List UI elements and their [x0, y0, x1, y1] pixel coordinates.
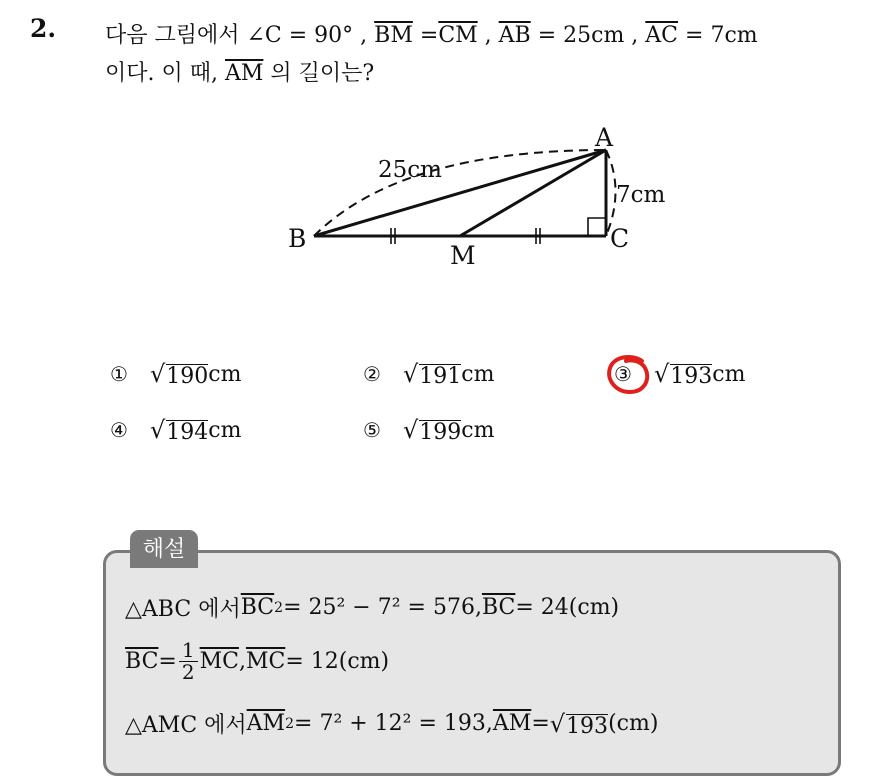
question-text-line2: [105, 56, 374, 87]
segment-am: $\overline{AM}$: [492, 711, 532, 736]
ac-length: = 7cm: [678, 23, 758, 48]
choice-1[interactable]: [110, 360, 241, 388]
sqrt-expression: √ 190: [150, 360, 209, 389]
segment-bm: $\overline{BM}$: [374, 23, 413, 48]
choice-4[interactable]: [110, 416, 241, 444]
segment-bc: $\overline{BC}$: [240, 595, 275, 620]
choice-2[interactable]: [363, 360, 494, 388]
segment-bc: $\overline{BC}$: [125, 649, 159, 674]
equals-sign: =: [412, 23, 439, 48]
radicand: 190: [166, 364, 209, 389]
equals-sign: =: [158, 649, 177, 674]
segment-ab: $\overline{AB}$: [498, 23, 531, 48]
label-ab-length: 25cm: [378, 157, 442, 183]
segment-am: $\overline{AM}$: [246, 711, 286, 736]
choice-number: ③: [614, 362, 632, 386]
unit: cm: [461, 361, 495, 387]
unit: cm: [208, 361, 242, 387]
unit: cm: [712, 361, 746, 387]
question-number: 2.: [30, 14, 57, 43]
segment-am-line: [460, 150, 606, 236]
triangle-figure: [280, 120, 700, 280]
label-b: B: [288, 224, 307, 253]
radicand: 191: [419, 364, 462, 389]
solution-text: △ABC 에서: [125, 597, 241, 622]
separator: ,: [477, 23, 499, 48]
radicand: 199: [419, 420, 462, 445]
radicand: 193: [566, 713, 609, 739]
solution-text: = 12(cm): [285, 649, 390, 674]
segment-am: $\overline{AM}$: [224, 61, 264, 86]
equals-sign: =: [531, 711, 550, 736]
solution-tag: 해설: [130, 530, 198, 568]
superscript: 2: [285, 715, 295, 732]
fraction-numerator: 1: [179, 640, 198, 662]
question-text: 다음 그림에서 ∠C = 90° ,: [105, 23, 375, 48]
ab-length: = 25cm ,: [530, 23, 646, 48]
unit: cm: [208, 417, 242, 443]
solution-text: = 25² − 7² = 576,: [283, 595, 482, 620]
solution-text: △AMC 에서: [125, 713, 247, 738]
solution-line3: [125, 708, 658, 739]
label-m: M: [450, 241, 476, 270]
sqrt-expression: √ 193: [549, 709, 609, 739]
segment-ac: $\overline{AC}$: [645, 23, 679, 48]
segment-mc: $\overline{MC}$: [245, 649, 286, 674]
radicand: 193: [670, 364, 713, 389]
sqrt-expression: √ 191: [403, 360, 462, 389]
label-a: A: [595, 123, 614, 152]
fraction-one-half: [179, 640, 198, 683]
segment-bc: $\overline{BC}$: [481, 595, 516, 620]
radicand: 194: [166, 420, 209, 445]
solution-line2: [125, 640, 389, 683]
label-ac-length: 7cm: [616, 182, 666, 208]
separator: ,: [238, 649, 246, 674]
question-text: 의 길이는?: [263, 61, 375, 86]
solution-text: = 24(cm): [515, 595, 620, 620]
label-c: C: [610, 224, 630, 253]
sqrt-expression: √ 194: [150, 416, 209, 445]
question-text: 이다. 이 때,: [105, 61, 225, 86]
choice-number: ④: [110, 418, 128, 442]
choice-number: ②: [363, 362, 381, 386]
sqrt-expression: √ 193: [654, 360, 713, 389]
segment-cm: $\overline{CM}$: [438, 23, 478, 48]
choice-number: ①: [110, 362, 128, 386]
superscript: 2: [274, 599, 284, 616]
segment-mc: $\overline{MC}$: [199, 649, 239, 674]
solution-text: = 7² + 12² = 193,: [294, 711, 493, 736]
fraction-denominator: 2: [181, 660, 195, 684]
solution-text: (cm): [608, 711, 659, 736]
unit: cm: [461, 417, 495, 443]
answer-circle-mark: [604, 352, 654, 398]
solution-line1: [125, 592, 619, 623]
right-angle-mark: [588, 218, 606, 236]
question-text-line1: [105, 18, 758, 49]
choice-5[interactable]: [363, 416, 494, 444]
choice-number: ⑤: [363, 418, 381, 442]
sqrt-expression: √ 199: [403, 416, 462, 445]
